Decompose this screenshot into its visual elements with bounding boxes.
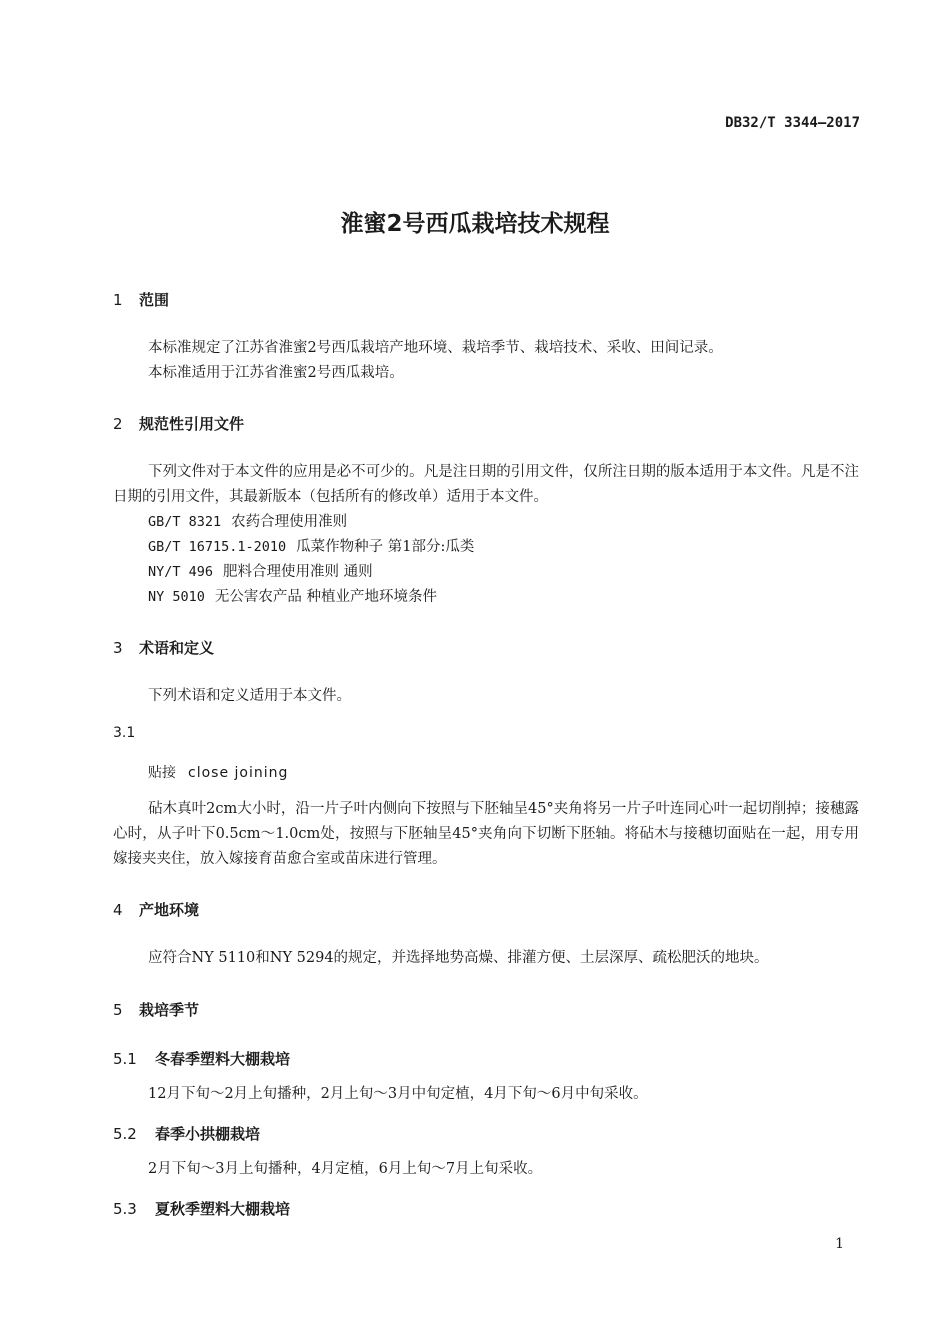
section-number: 5 [113, 1001, 123, 1019]
section-5-heading [113, 999, 199, 1020]
references-intro: 下列文件对于本文件的应用是必不可少的。凡是注日期的引用文件，仅所注日期的版本适用于本文件。凡是不注日期的引用文件，其最新版本（包括所有的修改单）适用于本文件。 [113, 464, 859, 505]
reference-item [148, 560, 373, 585]
subsection-5-2-heading [113, 1123, 260, 1144]
scope-paragraph-1: 本标准规定了江苏省淮蜜2号西瓜栽培产地环境、栽培季节、栽培技术、采收、田间记录。 [148, 340, 723, 356]
section-title: 产地环境 [139, 901, 200, 919]
reference-name: 肥料合理使用准则 通则 [223, 564, 373, 580]
section-number: 2 [113, 415, 123, 433]
subsection-number: 5.1 [113, 1050, 137, 1068]
subsection-number: 5.3 [113, 1200, 137, 1218]
terms-intro: 下列术语和定义适用于本文件。 [148, 688, 351, 704]
subsection-title: 冬春季塑料大棚栽培 [155, 1050, 291, 1068]
subsection-5-3-heading [113, 1198, 290, 1219]
subsection-title: 夏秋季塑料大棚栽培 [155, 1200, 291, 1218]
environment-paragraph: 应符合NY 5110和NY 5294的规定，并选择地势高燥、排灌方便、土层深厚、疏松肥沃的地块。 [148, 950, 769, 966]
section-2-heading [113, 413, 244, 434]
section-3-heading [113, 637, 214, 658]
reference-name: 瓜菜作物种子 第1部分:瓜类 [296, 539, 475, 555]
section-1-heading [113, 289, 169, 310]
subsection-number: 5.2 [113, 1125, 137, 1143]
section-title: 范围 [139, 291, 170, 309]
reference-code: GB/T 16715.1-2010 [148, 539, 287, 555]
reference-name: 农药合理使用准则 [231, 514, 348, 530]
reference-code: GB/T 8321 [148, 514, 222, 530]
reference-item [148, 535, 474, 560]
section-title: 规范性引用文件 [139, 415, 245, 433]
reference-item [148, 510, 347, 535]
reference-code: NY 5010 [148, 589, 205, 605]
term-chinese: 贴接 [148, 765, 176, 781]
scope-paragraph-2: 本标准适用于江苏省淮蜜2号西瓜栽培。 [148, 365, 404, 381]
subsection-5-1-text: 12月下旬～2月上旬播种，2月上旬～3月中旬定植，4月下旬～6月中旬采收。 [148, 1086, 648, 1102]
subsection-5-1-heading [113, 1048, 290, 1069]
term-english: close joining [188, 765, 289, 781]
reference-item [148, 585, 437, 610]
section-4-heading [113, 899, 199, 920]
section-number: 1 [113, 291, 123, 309]
reference-name: 无公害农产品 种植业产地环境条件 [214, 589, 438, 605]
document-code: DB32/T 3344—2017 [725, 115, 860, 131]
section-number: 3 [113, 639, 123, 657]
term-entry [148, 762, 288, 782]
term-definition: 砧木真叶2cm大小时，沿一片子叶内侧向下按照与下胚轴呈45°夹角将另一片子叶连同心叶一起切削掉；接穗露心时，从子叶下0.5cm～1.0cm处，按照与下胚轴呈45°夹角向下切断下胚轴。将砧木与接穗切面贴在一起，用专用嫁接夹夹住，放入嫁接育苗愈合室或苗床进行管理。 [113, 801, 859, 867]
subsection-3-1-number: 3.1 [113, 725, 136, 741]
reference-code: NY/T 496 [148, 564, 214, 580]
section-title: 术语和定义 [139, 639, 215, 657]
section-number: 4 [113, 901, 123, 919]
subsection-title: 春季小拱棚栽培 [155, 1125, 261, 1143]
page-number: 1 [835, 1236, 844, 1252]
page-title: 淮蜜2号西瓜栽培技术规程 [340, 211, 610, 237]
subsection-5-2-text: 2月下旬～3月上旬播种，4月定植，6月上旬～7月上旬采收。 [148, 1161, 543, 1177]
section-title: 栽培季节 [139, 1001, 200, 1019]
